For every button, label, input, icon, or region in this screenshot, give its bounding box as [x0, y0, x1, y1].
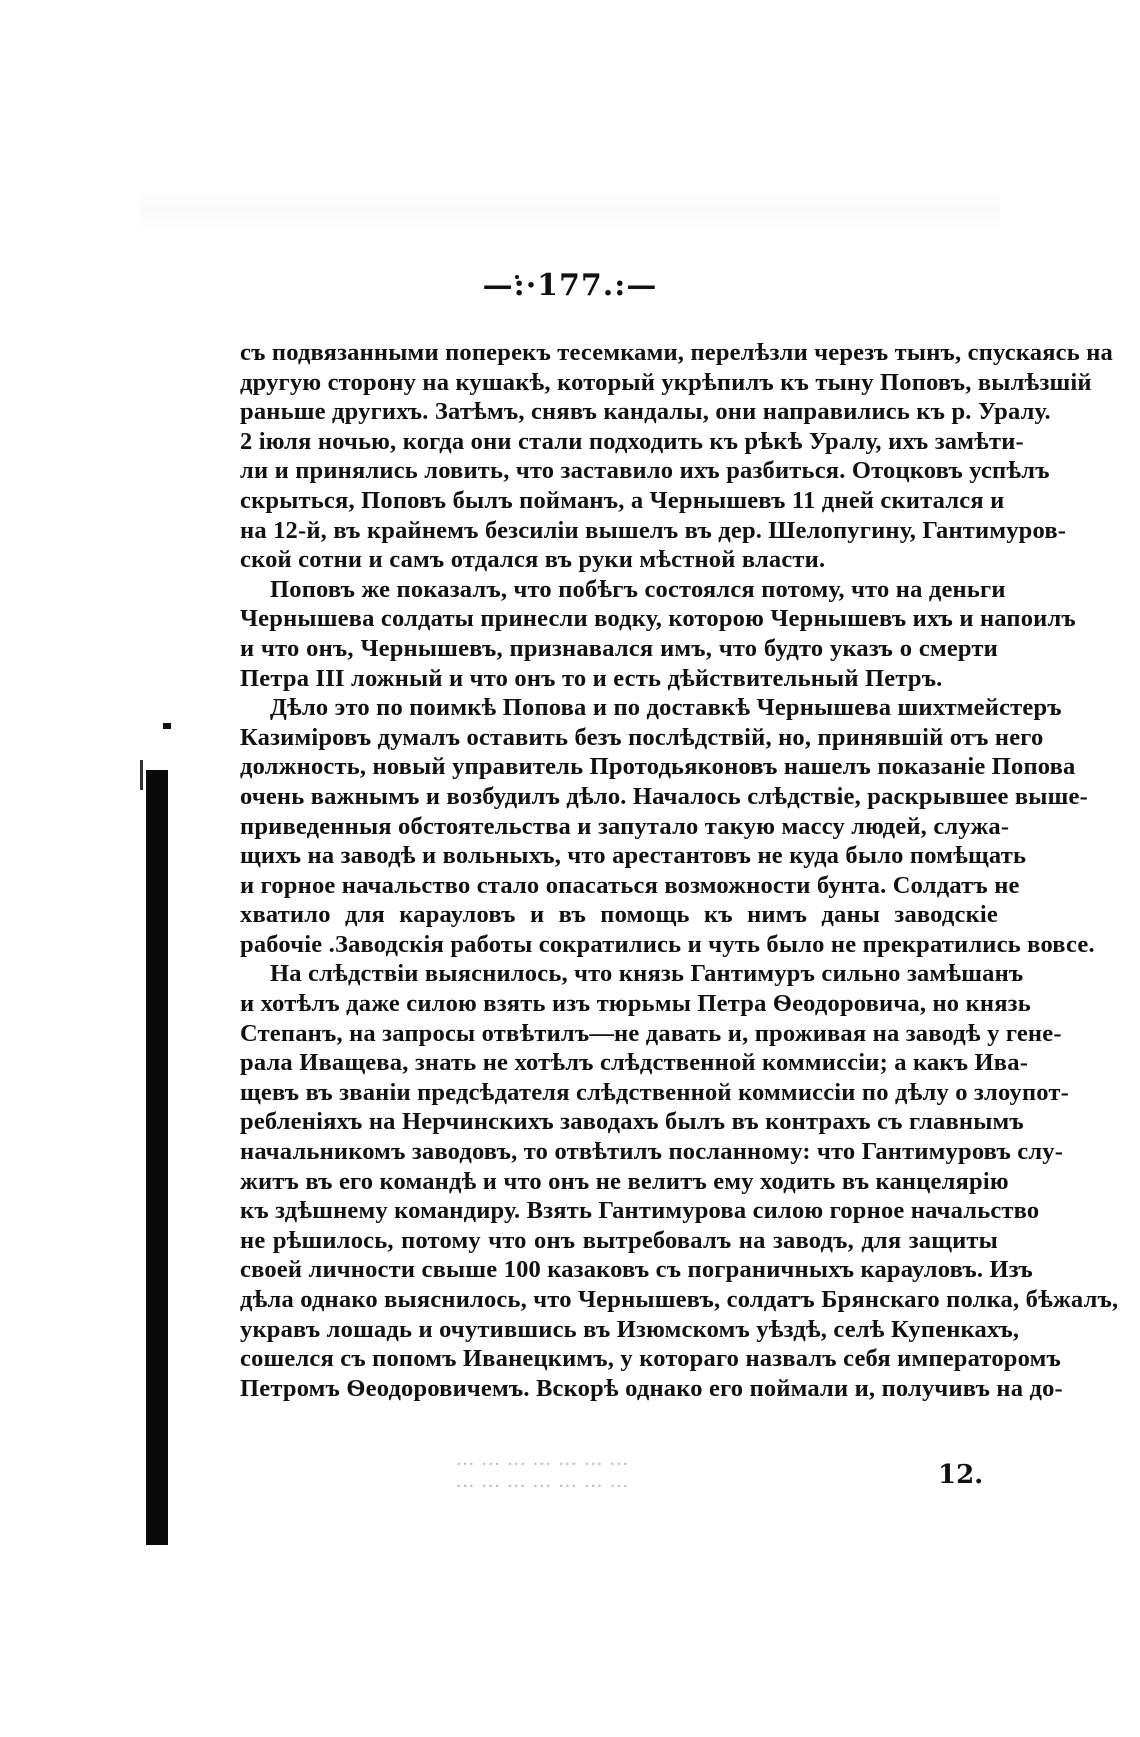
- text-line: начальникомъ заводовъ, то отвѣтилъ посланному: что Гантимуровъ слу-: [240, 1138, 1064, 1166]
- text-line: и хотѣлъ даже силою взять изъ тюрьмы Петра Ѳеодоровича, но князь: [240, 990, 1031, 1018]
- faint-footer-line-1: ... ... ... ... ... ... ...: [456, 1450, 629, 1470]
- text-line: и горное начальство стало опасаться возможности бунта. Солдатъ не: [240, 871, 1020, 899]
- text-line: житъ въ его командѣ и что онъ не велитъ ему ходить въ канцелярію: [240, 1167, 1009, 1195]
- text-line: Петромъ Ѳеодоровичемъ. Вскорѣ однако его поймали и, получивъ на до-: [240, 1374, 1063, 1402]
- text-line: ребленіяхъ на Нерчинскихъ заводахъ былъ въ контрахъ съ главнымъ: [240, 1108, 1024, 1136]
- text-line: своей личности свыше 100 казаковъ съ пограничныхъ карауловъ. Изъ: [240, 1256, 1033, 1284]
- faint-footer-line-2: ... ... ... ... ... ... ...: [456, 1472, 629, 1492]
- scan-shading: [140, 190, 1000, 230]
- text-line: Петра III ложный и что онъ то и есть дѣйствительный Петръ.: [240, 664, 943, 692]
- text-line: на 12-й, въ крайнемъ безсиліи вышелъ въ дер. Шелопугину, Гантимуров-: [240, 516, 1067, 544]
- text-line: На слѣдствіи выяснилось, что князь Гантимуръ сильно замѣшанъ: [270, 960, 1024, 988]
- page-number-header: —:·177.:—: [482, 268, 658, 303]
- text-line: и что онъ, Чернышевъ, признавался имъ, что будто указъ о смерти: [240, 634, 998, 662]
- binding-edge-thin: [140, 760, 143, 790]
- stray-mark: [163, 723, 171, 729]
- text-line: щевъ въ званіи предсѣдателя слѣдственной коммиссіи по дѣлу о злоупот-: [240, 1078, 1070, 1106]
- text-line: Степанъ, на запросы отвѣтилъ—не давать и, проживая на заводѣ у гене-: [240, 1019, 1062, 1047]
- binding-edge: [146, 770, 168, 1545]
- text-line: скрыться, Поповъ былъ пойманъ, а Чернышевъ 11 дней скитался и: [240, 486, 1005, 514]
- text-line: не рѣшилось, потому что онъ вытребовалъ на заводъ, для защиты: [240, 1226, 998, 1254]
- page-header: [0, 268, 1140, 303]
- text-line: рала Иващева, знать не хотѣлъ слѣдственной коммиссіи; а какъ Ива-: [240, 1049, 1029, 1077]
- text-line: укравъ лошадь и очутившись въ Изюмскомъ уѣздѣ, селѣ Купенкахъ,: [240, 1315, 1020, 1343]
- body-text: [240, 338, 1119, 1403]
- text-line: Поповъ же показалъ, что побѣгъ состоялся потому, что на деньги: [270, 575, 1006, 603]
- text-line: 2 іюля ночью, когда они стали подходить къ рѣкѣ Уралу, ихъ замѣти-: [240, 427, 1024, 455]
- text-line: другую сторону на кушакѣ, который укрѣпилъ къ тыну Поповъ, вылѣзшій: [240, 368, 1092, 396]
- text-line: съ подвязанными поперекъ тесемками, перелѣзли черезъ тынъ, спускаясь на: [240, 339, 1114, 366]
- text-line: щихъ на заводѣ и вольныхъ, что арестантовъ не куда было помѣщать: [240, 842, 1027, 870]
- text-line: Чернышева солдаты принесли водку, которою Чернышевъ ихъ и напоилъ: [240, 605, 1076, 633]
- text-line: Дѣло это по поимкѣ Попова и по доставкѣ Чернышева шихтмейстеръ: [270, 694, 1062, 722]
- text-line: дѣла однако выяснилось, что Чернышевъ, солдатъ Брянскаго полка, бѣжалъ,: [240, 1286, 1119, 1313]
- text-line: Казиміровъ думалъ оставить безъ послѣдствій, но, принявшій отъ него: [240, 723, 1044, 751]
- text-line: очень важнымъ и возбудилъ дѣло. Началось слѣдствіе, раскрывшее выше-: [240, 782, 1088, 810]
- text-line: хватило для карауловъ и въ помощь къ нимъ даны заводскіе: [240, 901, 998, 929]
- text-line: ли и принялись ловить, что заставило ихъ разбиться. Отоцковъ успѣлъ: [240, 457, 1050, 485]
- signature-mark: 12.: [938, 1460, 984, 1490]
- text-line: ской сотни и самъ отдался въ руки мѣстной власти.: [240, 546, 826, 574]
- text-line: должность, новый управитель Протодьяконовъ нашелъ показаніе Попова: [240, 753, 1076, 781]
- text-line: приведенныя обстоятельства и запутало такую массу людей, служа-: [240, 812, 1010, 840]
- text-line: къ здѣшнему командиру. Взять Гантимурова силою горное начальство: [240, 1197, 1040, 1225]
- text-line: раньше другихъ. Затѣмъ, снявъ кандалы, они направились къ р. Уралу.: [240, 398, 1051, 426]
- text-line: рабочіе .Заводскія работы сократились и чуть было не прекратились вовсе.: [240, 930, 1095, 958]
- text-line: сошелся съ попомъ Иванецкимъ, у котораго назвалъ себя императоромъ: [240, 1345, 1061, 1373]
